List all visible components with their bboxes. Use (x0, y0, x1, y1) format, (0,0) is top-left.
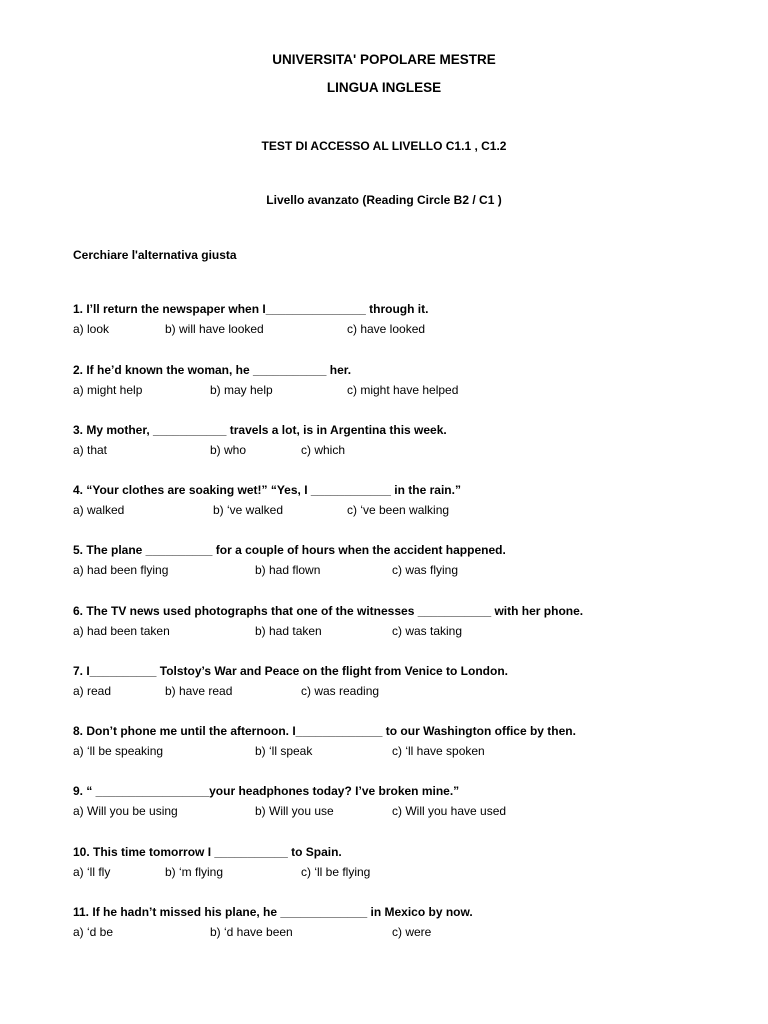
question-3 (73, 423, 733, 463)
option-a[interactable]: a) walked (73, 503, 125, 517)
question-7 (73, 664, 733, 704)
course-language: LINGUA INGLESE (326, 80, 442, 95)
question-text: 9. “ _________________your headphones today? I’ve broken mine.” (73, 784, 460, 798)
option-b[interactable]: b) had flown (255, 563, 321, 577)
option-c[interactable]: c) ‘ve been walking (347, 503, 450, 517)
option-a[interactable]: a) ‘d be (73, 925, 114, 939)
question-text: 2. If he’d known the woman, he ___________ her. (73, 363, 352, 377)
option-c[interactable]: c) Will you have used (392, 804, 507, 818)
question-text: 10. This time tomorrow I ___________ to Spain. (73, 845, 342, 859)
question-10 (73, 845, 733, 885)
option-c[interactable]: c) was reading (301, 684, 380, 698)
option-b[interactable]: b) ‘d have been (210, 925, 293, 939)
question-text: 5. The plane __________ for a couple of hours when the accident happened. (73, 543, 506, 557)
option-b[interactable]: b) ‘m flying (165, 865, 224, 879)
question-6 (73, 604, 733, 644)
option-b[interactable]: b) Will you use (255, 804, 334, 818)
option-a[interactable]: a) had been flying (73, 563, 169, 577)
option-a[interactable]: a) that (73, 443, 108, 457)
option-a[interactable]: a) Will you be using (73, 804, 178, 818)
question-text: 3. My mother, ___________ travels a lot, is in Argentina this week. (73, 423, 447, 437)
question-text: 1. I’ll return the newspaper when I_______________ through it. (73, 302, 429, 316)
question-11 (73, 905, 733, 945)
option-a[interactable]: a) look (73, 322, 110, 336)
option-c[interactable]: c) was taking (392, 624, 463, 638)
option-c[interactable]: c) were (392, 925, 432, 939)
option-a[interactable]: a) had been taken (73, 624, 170, 638)
option-a[interactable]: a) read (73, 684, 112, 698)
option-a[interactable]: a) might help (73, 383, 143, 397)
question-text: 8. Don’t phone me until the afternoon. I_____________ to our Washington office by then. (73, 724, 576, 738)
option-c[interactable]: c) ‘ll have spoken (392, 744, 485, 758)
option-c[interactable]: c) might have helped (347, 383, 459, 397)
option-b[interactable]: b) ‘ve walked (213, 503, 284, 517)
option-c[interactable]: c) have looked (347, 322, 426, 336)
level-title: Livello avanzato (Reading Circle B2 / C1 ) (266, 193, 502, 207)
option-c[interactable]: c) which (301, 443, 346, 457)
option-b[interactable]: b) who (210, 443, 247, 457)
question-text: 6. The TV news used photographs that one of the witnesses ___________ with her phone. (73, 604, 584, 618)
option-b[interactable]: b) ‘ll speak (255, 744, 313, 758)
question-1 (73, 302, 733, 342)
test-title: TEST DI ACCESSO AL LIVELLO C1.1 , C1.2 (261, 139, 507, 153)
option-b[interactable]: b) may help (210, 383, 273, 397)
option-c[interactable]: c) was flying (392, 563, 459, 577)
question-2 (73, 363, 733, 403)
question-text: 4. “Your clothes are soaking wet!” “Yes, I ____________ in the rain.” (73, 483, 461, 497)
school-name: UNIVERSITA' POPOLARE MESTRE (272, 52, 496, 67)
option-c[interactable]: c) ‘ll be flying (301, 865, 371, 879)
option-b[interactable]: b) will have looked (165, 322, 264, 336)
question-text: 7. I__________ Tolstoy’s War and Peace on the flight from Venice to London. (73, 664, 508, 678)
question-text: 11. If he hadn’t missed his plane, he _____________ in Mexico by now. (73, 905, 473, 919)
question-9 (73, 784, 733, 824)
option-a[interactable]: a) ‘ll fly (73, 865, 111, 879)
question-4 (73, 483, 733, 523)
instruction: Cerchiare l'alternativa giusta (73, 248, 237, 262)
option-b[interactable]: b) had taken (255, 624, 322, 638)
option-b[interactable]: b) have read (165, 684, 233, 698)
option-a[interactable]: a) ‘ll be speaking (73, 744, 164, 758)
question-8 (73, 724, 733, 764)
question-5 (73, 543, 733, 583)
